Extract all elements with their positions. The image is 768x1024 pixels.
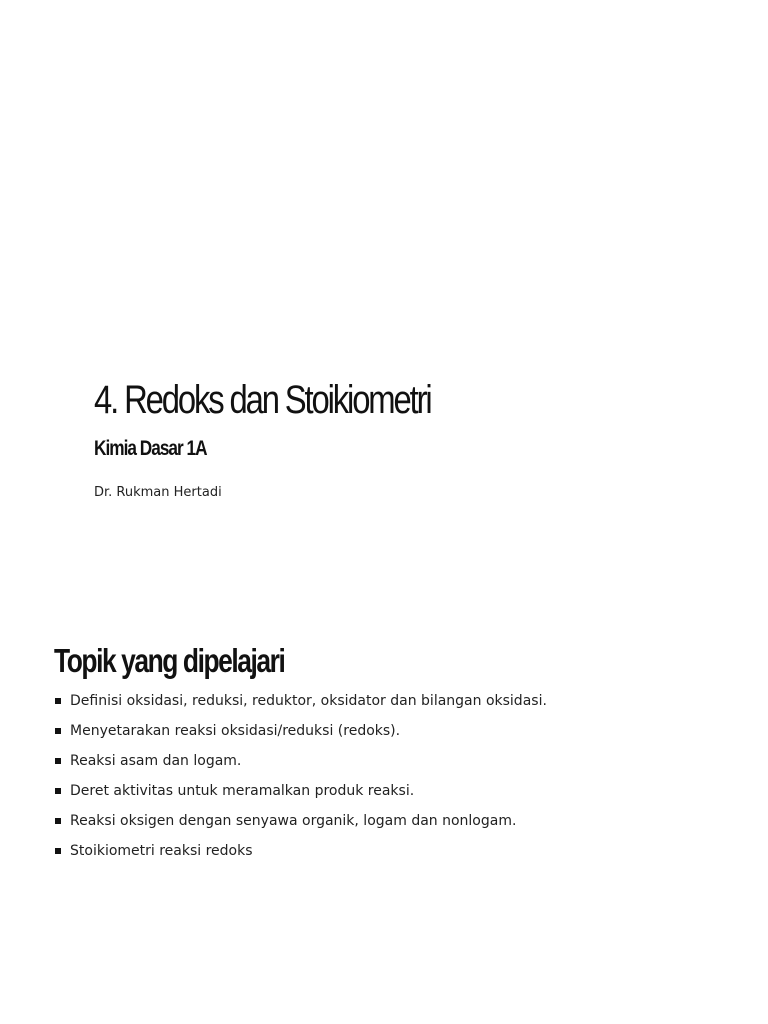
- topic-text: Reaksi oksigen dengan senyawa organik, logam dan nonlogam.: [70, 813, 517, 829]
- topics-section: [54, 638, 734, 866]
- topic-text: Deret aktivitas untuk meramalkan produk reaksi.: [70, 783, 415, 799]
- author-name: Dr. Rukman Hertadi: [94, 485, 222, 500]
- topics-heading: Topik yang dipelajari: [54, 642, 285, 679]
- presentation-title: 4. Redoks dan Stoikiometri: [94, 378, 431, 422]
- list-item: [54, 746, 734, 776]
- title-slide: [94, 372, 694, 502]
- topic-list: [54, 686, 734, 866]
- square-bullet-icon: [55, 698, 61, 704]
- square-bullet-icon: [55, 758, 61, 764]
- topic-text: Stoikiometri reaksi redoks: [70, 843, 253, 859]
- topic-text: Menyetarakan reaksi oksidasi/reduksi (redoks).: [70, 723, 401, 739]
- list-item: [54, 776, 734, 806]
- topic-text: Definisi oksidasi, reduksi, reduktor, oksidator dan bilangan oksidasi.: [70, 693, 547, 709]
- list-item: [54, 686, 734, 716]
- square-bullet-icon: [55, 788, 61, 794]
- list-item: [54, 806, 734, 836]
- square-bullet-icon: [55, 728, 61, 734]
- square-bullet-icon: [55, 848, 61, 854]
- list-item: [54, 836, 734, 866]
- list-item: [54, 716, 734, 746]
- square-bullet-icon: [55, 818, 61, 824]
- topic-text: Reaksi asam dan logam.: [70, 753, 242, 769]
- course-subtitle: Kimia Dasar 1A: [94, 437, 207, 460]
